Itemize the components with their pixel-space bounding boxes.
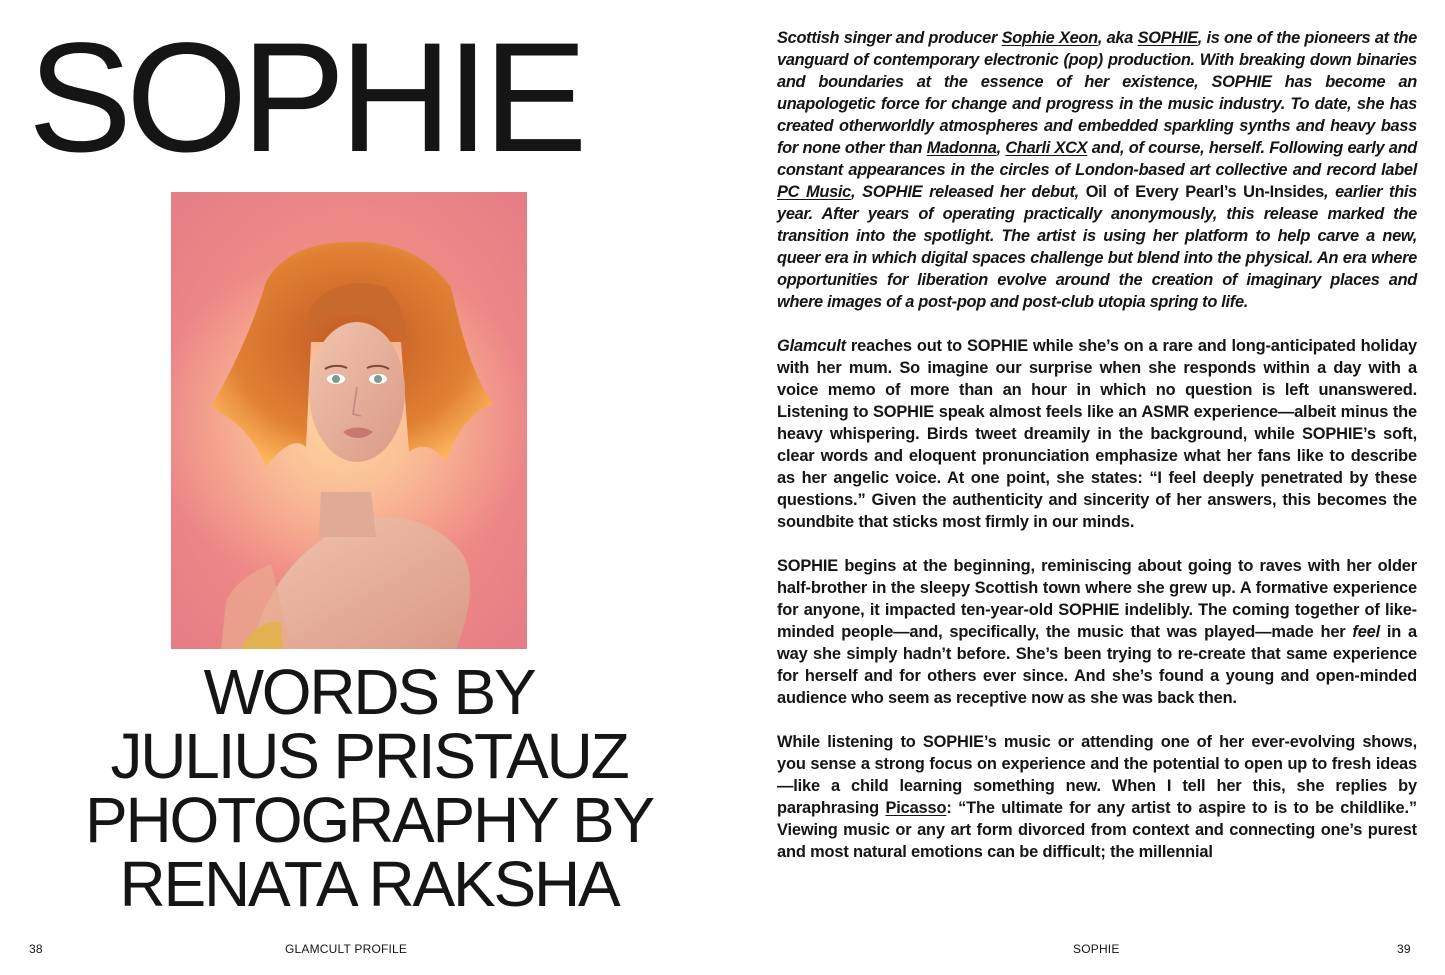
link-picasso[interactable]: Picasso [885,799,947,817]
album-title: Oil of Every Pearl’s Un-Insides [1085,183,1324,201]
link-charli-xcx[interactable]: Charli XCX [1005,139,1088,157]
credit-line: JULIUS PRISTAUZ [110,720,628,792]
headline: SOPHIE [28,11,582,185]
portrait-photo [171,192,527,649]
page-number-left: 38 [29,942,43,956]
right-page [722,0,1445,975]
paragraph-3: SOPHIE begins at the beginning, reminiscing about going to raves with her older half-brother in the sleepy Scottish town where she grew up. A formative experience for anyone, it impacted ten-year-old SOPHIE indelibly. The coming together of like-minded people—and, specifically, the music that was played—made her feel in a way she simply hadn’t before. She’s been trying to re-create that same experience for herself and for others ever since. And she’s found a young and open-minded audience who seem as receptive now as she was back then. [777,557,1417,707]
running-title-left: GLAMCULT PROFILE [285,942,408,956]
running-title-right: SOPHIE [1073,942,1120,956]
magazine-name: Glamcult [777,337,846,355]
left-page [0,0,722,975]
link-madonna[interactable]: Madonna [926,139,997,157]
article-body [777,27,1417,885]
link-sophie[interactable]: SOPHIE [1137,29,1198,47]
intro-paragraph: Scottish singer and producer Sophie Xeon, aka SOPHIE, is one of the pioneers at the vanguard of contemporary electronic (pop) production. With breaking down binaries and boundaries at the essence of her existence, SOPHIE has become an unapologetic force for change and progress in the music industry. To date, she has created otherworldly atmospheres and embedded sparkling synths and heavy bass for none other than Madonna, Charli XCX and, of course, herself. Following early and constant appearances in the circles of London-based art collective and record label PC Music, SOPHIE released her debut, Oil of Every Pearl’s Un-Insides, earlier this year. After years of operating practically anonymously, this release marked the transition into the spotlight. The artist is using her platform to help carve a new, queer era in which digital spaces challenge but blend into the physical. An era where opportunities for liberation evolve around the creation of imaginary places and where images of a post-pop and post-club utopia spring to life. [777,29,1417,311]
paragraph-4: While listening to SOPHIE’s music or attending one of her ever-evolving shows, you sense a strong focus on experience and the potential to open up to fresh ideas—like a child learning something new. When I tell her this, she replies by paraphrasing Picasso: “The ultimate for any artist to aspire to is to be childlike.” Viewing music or any art form divorced from context and connecting one’s purest and most natural emotions can be difficult; the millennial [777,733,1417,861]
page-number-right: 39 [1397,942,1411,956]
link-pc-music[interactable]: PC Music [777,183,851,201]
credit-line: WORDS BY [203,656,535,728]
credit-line: RENATA RAKSHA [119,848,619,920]
link-sophie-xeon[interactable]: Sophie Xeon [1001,29,1098,47]
paragraph-2: Glamcult reaches out to SOPHIE while she’s on a rare and long-anticipated holiday with her mum. So imagine our surprise when she responds within a day with a voice memo of more than an hour in which no question is left unanswered. Listening to SOPHIE speak almost feels like an ASMR experience—albeit minus the heavy whispering. Birds tweet dreamily in the background, while SOPHIE’s soft, clear words and eloquent pronunciation emphasize what her fans like to describe as her angelic voice. At one point, she states: “I feel deeply penetrated by these questions.” Given the authenticity and sincerity of her answers, this becomes the soundbite that sticks most firmly in our minds. [777,337,1417,531]
credits [24,656,714,920]
credit-line: PHOTOGRAPHY BY [85,784,653,856]
